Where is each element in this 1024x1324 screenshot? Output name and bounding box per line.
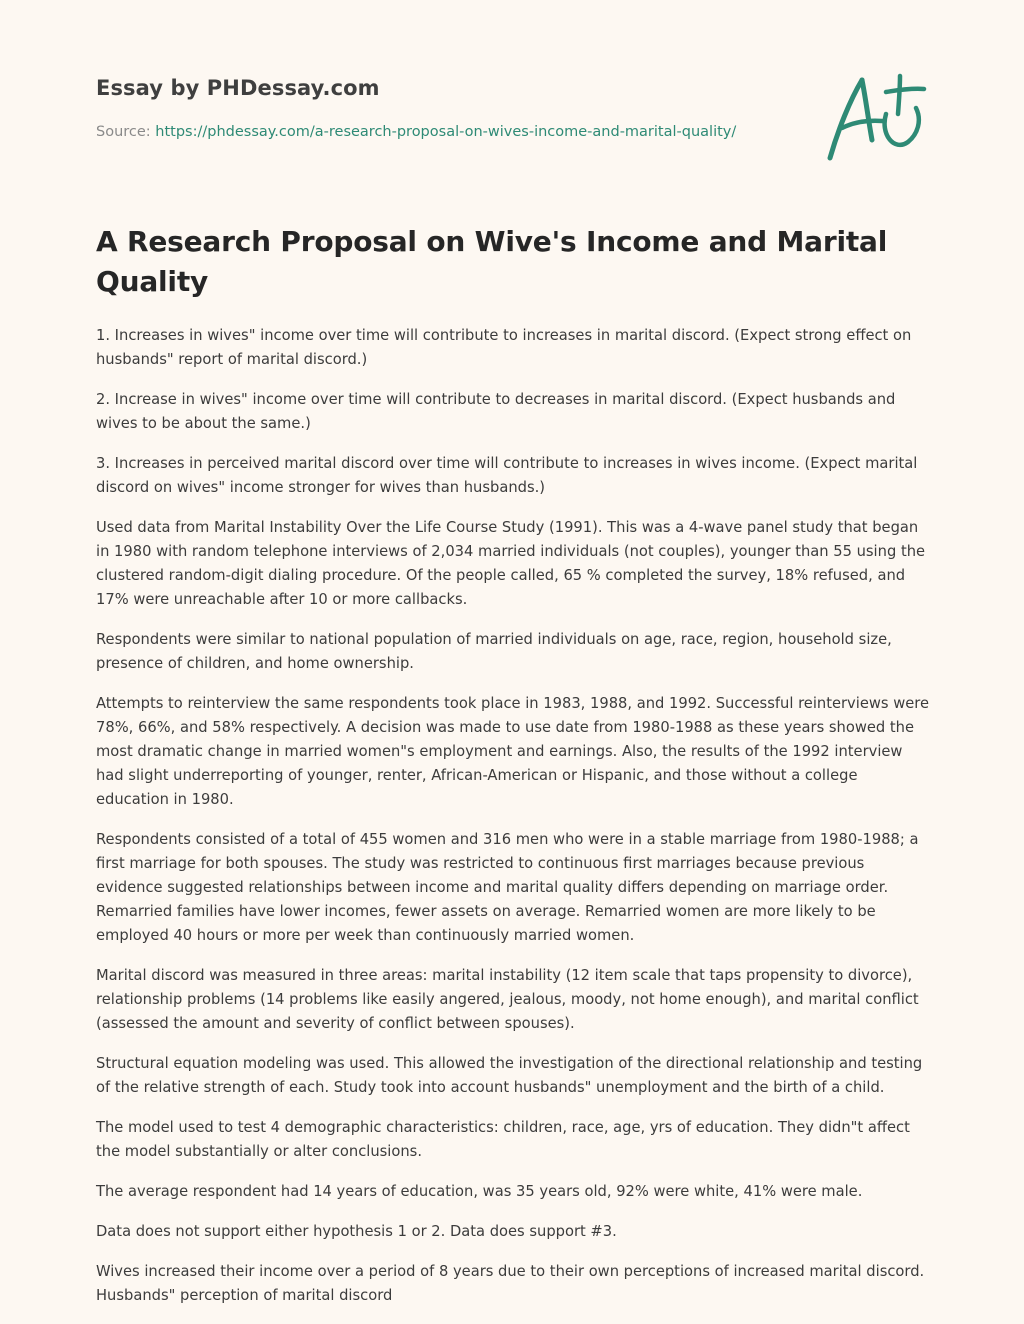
a-plus-logo-graphic xyxy=(820,68,930,168)
essay-paragraph: Wives increased their income over a period of 8 years due to their own perceptions of increased marital discord. Husbands" perception of marital discord xyxy=(96,1263,925,1304)
essay-paragraph: Used data from Marital Instability Over the Life Course Study (1991). This was a 4-wave panel study that began in 1980 with random telephone interviews of 2,034 married individuals (not couples), younger than 55 using the clustered random-digit dialing procedure. Of the people called, 65 % completed the survey, 18% refused, and 17% were unreachable after 10 or more callbacks. xyxy=(96,519,926,608)
essay-paragraph: 3. Increases in perceived marital discord over time will contribute to increases in wives income. (Expect marital discord on wives" income stronger for wives than husbands.) xyxy=(96,455,918,496)
essay-paragraph: The average respondent had 14 years of education, was 35 years old, 92% were white, 41% were male. xyxy=(96,1183,863,1200)
source-link[interactable]: https://phdessay.com/a-research-proposal-on-wives-income-and-marital-quality/ xyxy=(155,124,737,140)
site-brand: Essay by PHDessay.com xyxy=(96,76,380,100)
source-label: Source: xyxy=(96,124,156,140)
essay-paragraph: Attempts to reinterview the same respondents took place in 1983, 1988, and 1992. Successful reinterviews were 78%, 66%, and 58% respectively. A decision was made to use date from 1980-1988 as these years showed the most dramatic change in married women"s employment and earnings. Also, the results of the 1992 interview had slight underreporting of younger, renter, African-American or Hispanic, and those without a college education in 1980. xyxy=(96,695,930,808)
essay-paragraph: Structural equation modeling was used. This allowed the investigation of the directional relationship and testing of the relative strength of each. Study took into account husbands" unemployment and the birth of a child. xyxy=(96,1055,923,1096)
essay-title: A Research Proposal on Wive's Income and Marital Quality xyxy=(96,225,888,298)
essay-body xyxy=(96,324,932,1324)
essay-paragraph: Data does not support either hypothesis 1 or 2. Data does support #3. xyxy=(96,1223,617,1240)
essay-paragraph: Marital discord was measured in three areas: marital instability (12 item scale that taps propensity to divorce), relationship problems (14 problems like easily angered, jealous, moody, not home enough), and marital conflict (assessed the amount and severity of conflict between spouses). xyxy=(96,967,919,1032)
essay-paragraph: Respondents consisted of a total of 455 women and 316 men who were in a stable marriage from 1980-1988; a first marriage for both spouses. The study was restricted to continuous first marriages because previous evidence suggested relationships between income and marital quality differs depending on marriage order. Remarried families have lower incomes, fewer assets on average. Remarried women are more likely to be employed 40 hours or more per week than continuously married women. xyxy=(96,831,919,944)
a-plus-grade-icon xyxy=(820,68,930,168)
source-line xyxy=(96,124,736,140)
essay-paragraph: The model used to test 4 demographic characteristics: children, race, age, yrs of education. They didn"t affect the model substantially or alter conclusions. xyxy=(96,1119,910,1160)
essay-paragraph: Respondents were similar to national population of married individuals on age, race, region, household size, presence of children, and home ownership. xyxy=(96,631,892,672)
essay-paragraph: 1. Increases in wives" income over time will contribute to increases in marital discord. (Expect strong effect on husbands" report of marital discord.) xyxy=(96,327,912,368)
essay-paragraph: 2. Increase in wives" income over time will contribute to decreases in marital discord. (Expect husbands and wives to be about the same.) xyxy=(96,391,896,432)
